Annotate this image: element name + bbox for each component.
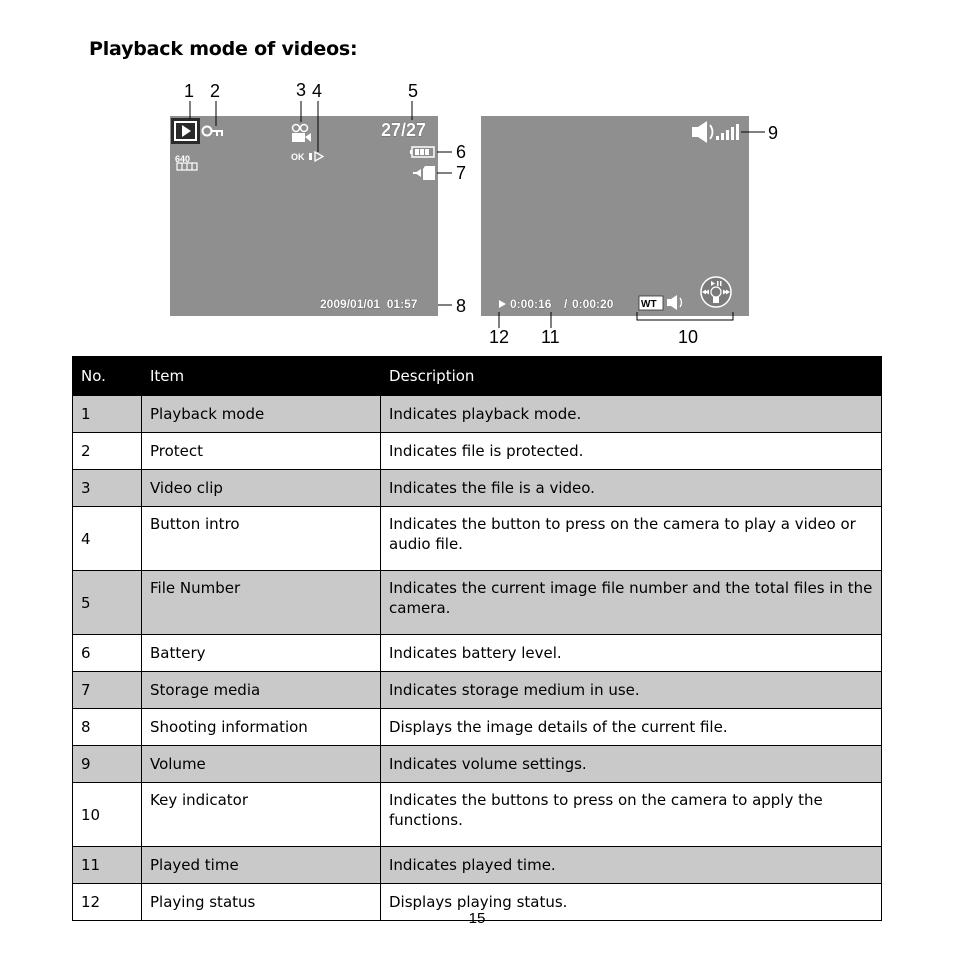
row-item: Playing status	[142, 884, 381, 921]
row-item: Storage media	[142, 672, 381, 709]
button-hint-ok: OK	[291, 152, 305, 162]
row-item: Button intro	[142, 507, 381, 571]
row-no: 7	[73, 672, 142, 709]
row-no: 1	[73, 396, 142, 433]
row-description: Indicates the buttons to press on the camera to apply the functions.	[381, 783, 882, 847]
table-row	[73, 635, 882, 672]
row-no: 8	[73, 709, 142, 746]
row-item: Key indicator	[142, 783, 381, 847]
navigation-pad-icon	[701, 277, 731, 307]
playback-diagram	[0, 0, 954, 360]
table-row	[73, 396, 882, 433]
row-item: Video clip	[142, 470, 381, 507]
callout-8: 8	[456, 296, 467, 316]
row-item: Shooting information	[142, 709, 381, 746]
row-item: Played time	[142, 847, 381, 884]
row-no: 10	[73, 783, 142, 847]
table-row	[73, 847, 882, 884]
callout-7: 7	[456, 163, 467, 183]
shooting-datetime: 2009/01/01 01:57	[320, 297, 418, 311]
row-description: Indicates the current image file number and the total files in the camera.	[381, 571, 882, 635]
row-description: Displays playing status.	[381, 884, 882, 921]
time-separator: /	[564, 297, 568, 311]
table-header-row	[73, 357, 882, 396]
playback-mode-icon	[171, 118, 200, 144]
callout-9: 9	[768, 123, 779, 143]
callout-4: 4	[312, 81, 323, 101]
page-number: 15	[468, 910, 486, 927]
row-no: 4	[73, 507, 142, 571]
row-no: 11	[73, 847, 142, 884]
row-item: Protect	[142, 433, 381, 470]
table-row	[73, 709, 882, 746]
row-no: 3	[73, 470, 142, 507]
callout-1: 1	[184, 81, 195, 101]
file-number-display: 27/27	[381, 120, 427, 140]
table-row	[73, 672, 882, 709]
table-row	[73, 746, 882, 783]
row-item: Battery	[142, 635, 381, 672]
row-item: Volume	[142, 746, 381, 783]
callout-6: 6	[456, 142, 467, 162]
section-heading: Playback mode of videos:	[89, 38, 358, 60]
header-description: Description	[381, 357, 882, 396]
callout-3: 3	[296, 80, 307, 100]
callout-10: 10	[678, 327, 699, 347]
zoom-wt-label: WT	[641, 299, 657, 310]
callout-2: 2	[210, 81, 221, 101]
row-no: 2	[73, 433, 142, 470]
row-description: Indicates storage medium in use.	[381, 672, 882, 709]
row-description: Indicates played time.	[381, 847, 882, 884]
row-description: Displays the image details of the current file.	[381, 709, 882, 746]
row-description: Indicates battery level.	[381, 635, 882, 672]
row-description: Indicates the button to press on the camera to play a video or audio file.	[381, 507, 882, 571]
row-no: 5	[73, 571, 142, 635]
table-row	[73, 571, 882, 635]
resolution-value: 640	[175, 154, 191, 164]
header-no: No.	[73, 357, 142, 396]
table-row	[73, 433, 882, 470]
table-row	[73, 507, 882, 571]
row-description: Indicates playback mode.	[381, 396, 882, 433]
header-item: Item	[142, 357, 381, 396]
callout-11: 11	[541, 327, 560, 347]
table-row	[73, 783, 882, 847]
zoom-wt-icon	[639, 296, 663, 310]
row-item: File Number	[142, 571, 381, 635]
total-time: 0:00:20	[572, 297, 614, 311]
osd-items-table	[72, 356, 882, 921]
callout-5: 5	[408, 81, 419, 101]
row-item: Playback mode	[142, 396, 381, 433]
row-no: 12	[73, 884, 142, 921]
played-time: 0:00:16	[510, 297, 552, 311]
callout-12: 12	[489, 327, 510, 347]
row-no: 9	[73, 746, 142, 783]
row-description: Indicates the file is a video.	[381, 470, 882, 507]
row-description: Indicates volume settings.	[381, 746, 882, 783]
left-lcd-screen	[170, 116, 438, 316]
table-row	[73, 470, 882, 507]
row-description: Indicates file is protected.	[381, 433, 882, 470]
row-no: 6	[73, 635, 142, 672]
